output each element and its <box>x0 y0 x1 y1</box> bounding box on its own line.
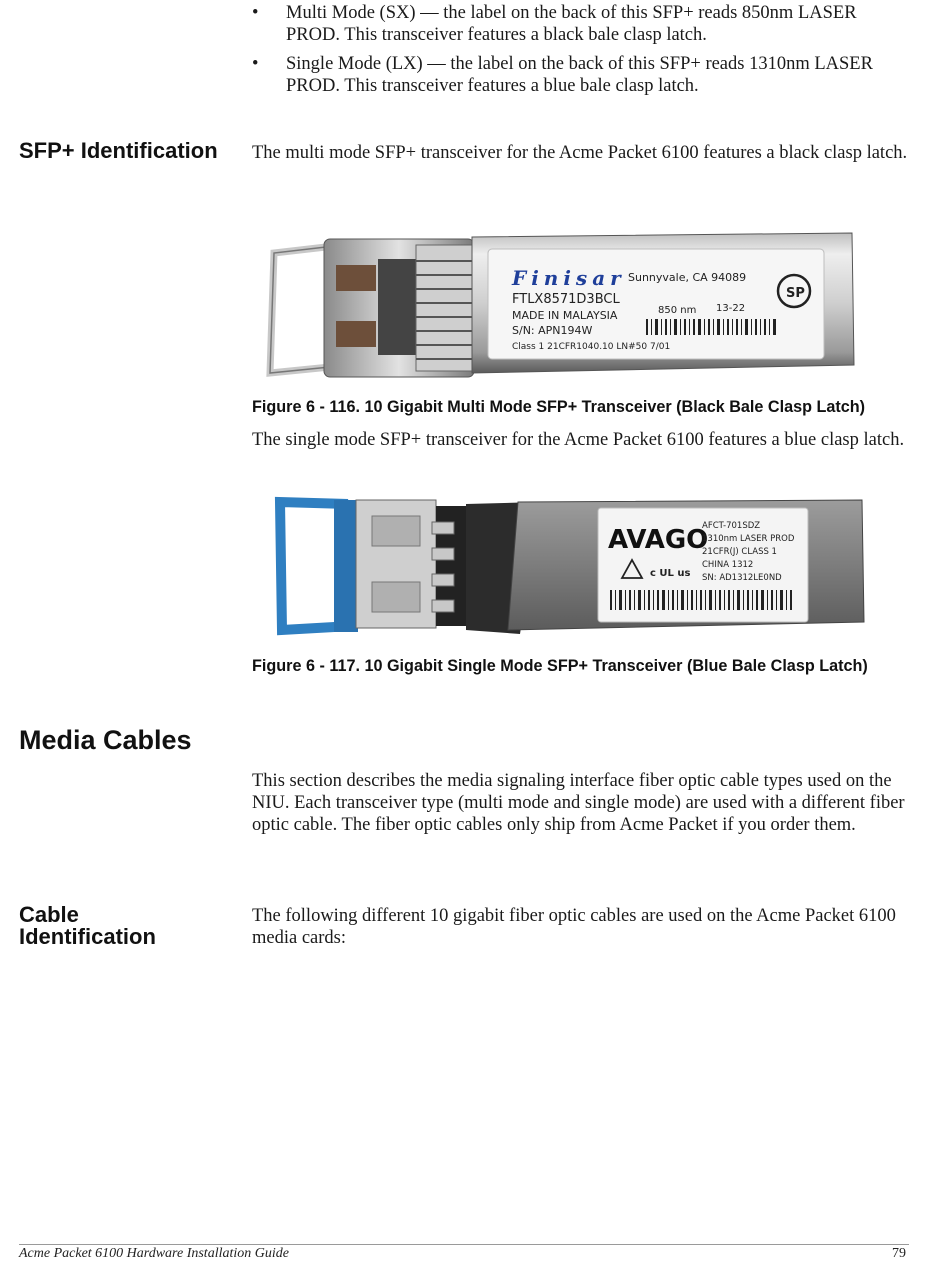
media-cables-body: This section describes the media signaling interface fiber optic cable types used on the NIU. Each transceiver type (multi mode and single mode) are used with a different fiber optic cable. The fiber optic cables only ship from Acme Packet if you order them. <box>252 771 905 835</box>
fig117-line4: CHINA 1312 <box>702 560 754 570</box>
bullet-text: Multi Mode (SX) — the label on the back of this SFP+ reads 850nm LASER PROD. This transceiver features a black bale clasp latch. <box>286 3 857 45</box>
bullet-text: Single Mode (LX) — the label on the back of this SFP+ reads 1310nm LASER PROD. This transceiver features a blue bale clasp latch. <box>286 54 873 96</box>
fig117-line3: 21CFR(J) CLASS 1 <box>702 547 777 557</box>
fig116-location: Sunnyvale, CA 94089 <box>628 271 747 284</box>
cable-identification-heading-line2: Identification <box>19 924 156 949</box>
figure-116-caption: Figure 6 - 116. 10 Gigabit Multi Mode SFP+ Transceiver (Black Bale Clasp Latch) <box>252 398 866 416</box>
cable-identification-body: The following different 10 gigabit fiber optic cables are used on the Acme Packet 6100 media cards: <box>252 906 896 948</box>
figure-116-multimode-sfp-image <box>266 225 856 385</box>
fig117-brand: AVAGO <box>608 525 709 555</box>
sfp-single-intro: The single mode SFP+ transceiver for the Acme Packet 6100 features a blue clasp latch. <box>252 430 905 450</box>
fig117-line1: AFCT-701SDZ <box>702 521 761 531</box>
cable-identification-heading-line1: Cable <box>19 902 79 927</box>
sfp-multi-intro: The multi mode SFP+ transceiver for the Acme Packet 6100 features a black clasp latch. <box>252 143 908 163</box>
bullet-item-single-mode <box>252 53 912 97</box>
bullet-item-multi-mode <box>252 2 912 46</box>
footer-guide-title: Acme Packet 6100 Hardware Installation Guide <box>19 1246 289 1261</box>
figure-117-caption: Figure 6 - 117. 10 Gigabit Single Mode SFP+ Transceiver (Blue Bale Clasp Latch) <box>252 657 868 675</box>
fig116-class: Class 1 21CFR1040.10 LN#50 7/01 <box>512 342 671 352</box>
fig116-origin: MADE IN MALAYSIA <box>512 309 618 322</box>
fig117-line5: SN: AD1312LE0ND <box>702 573 782 583</box>
fig116-wavelength: 850 nm <box>658 305 697 316</box>
footer-page-number: 79 <box>892 1246 906 1261</box>
fig117-cert-mark: c UL us <box>650 568 691 579</box>
bullet-list <box>252 2 912 104</box>
fig116-cert-mark: SP <box>786 286 805 301</box>
fig116-serial: S/N: APN194W <box>512 324 593 337</box>
fig116-date: 13-22 <box>716 303 746 314</box>
cable-identification-heading <box>19 904 156 948</box>
fig117-line2: 1310nm LASER PROD <box>702 534 795 544</box>
sfp-identification-heading: SFP+ Identification <box>19 138 218 163</box>
footer-divider <box>19 1244 909 1245</box>
fig116-brand: Finisar <box>512 266 626 290</box>
figure-117-singlemode-sfp-image <box>272 496 868 638</box>
fig116-model: FTLX8571D3BCL <box>512 292 620 307</box>
media-cables-heading: Media Cables <box>19 725 192 755</box>
bullet-symbol: • <box>252 3 259 23</box>
bullet-symbol: • <box>252 54 259 74</box>
